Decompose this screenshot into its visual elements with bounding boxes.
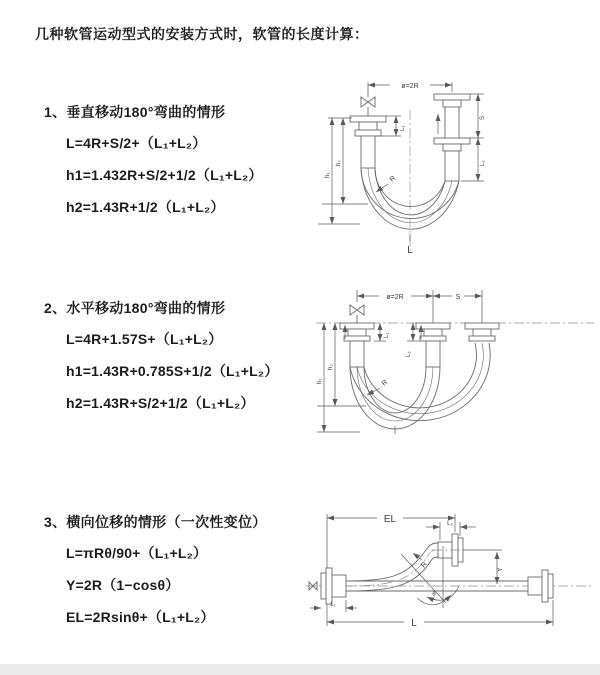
braid-hatch bbox=[361, 136, 375, 168]
dim-label-h1: h₁ bbox=[325, 172, 331, 178]
formula-line: EL=2Rsinθ+（L₁+L₂） bbox=[66, 609, 215, 625]
formula-line: L=πRθ/90+（L₁+L₂） bbox=[66, 545, 208, 561]
angle-label: θ bbox=[432, 592, 436, 598]
dim-label-l1: L₁ bbox=[400, 125, 406, 131]
dim-label-y: Y bbox=[497, 567, 504, 572]
page-title: 几种软管运动型式的安装方式时，软管的长度计算： bbox=[35, 26, 369, 42]
dim-label-s: S bbox=[480, 115, 486, 120]
braid-hatch bbox=[426, 341, 440, 367]
section-3-heading: 3、横向位移的情形（一次性变位） bbox=[44, 514, 267, 530]
dim-label-h1: h₁ bbox=[317, 378, 323, 384]
length-label: L bbox=[407, 245, 413, 256]
valve-icon bbox=[350, 305, 364, 323]
hose-u-bends bbox=[350, 343, 490, 429]
dim-label-s: S bbox=[455, 294, 461, 301]
dim-label-h2: h₂ bbox=[328, 364, 334, 370]
formula-line: L=4R+S/2+（L₁+L₂） bbox=[66, 135, 207, 151]
diagram-lateral-displacement bbox=[300, 502, 600, 652]
section-1 bbox=[44, 103, 324, 217]
right-hose-end-moved bbox=[465, 323, 499, 341]
radius-label: R bbox=[388, 174, 398, 184]
dim-label-l2: L₂ bbox=[406, 351, 412, 357]
left-hose-end bbox=[321, 568, 346, 604]
dim-label-l2: L₂ bbox=[447, 521, 453, 527]
dim-label-l1: L₁ bbox=[384, 332, 390, 338]
dim-label-l1: L₁ bbox=[330, 602, 336, 608]
dim-label-diameter: ø=2R bbox=[401, 83, 419, 90]
dim-label-el: EL bbox=[383, 514, 397, 525]
radius-label: R bbox=[420, 560, 429, 570]
left-hose-end bbox=[350, 116, 386, 168]
formula-line: h2=1.43R+1/2（L₁+L₂） bbox=[66, 199, 225, 215]
formula-line: h1=1.432R+S/2+1/2（L₁+L₂） bbox=[66, 167, 263, 183]
right-hose-end bbox=[434, 94, 470, 181]
formula-line: h2=1.43R+S/2+1/2（L₁+L₂） bbox=[66, 395, 255, 411]
section-2 bbox=[44, 299, 324, 413]
dim-label-l: L bbox=[411, 618, 417, 629]
section-1-heading: 1、垂直移动180°弯曲的情形 bbox=[44, 104, 226, 120]
right-hose-end-original bbox=[528, 570, 553, 602]
section-3 bbox=[44, 513, 324, 627]
formula-line: h1=1.43R+0.785S+1/2（L₁+L₂） bbox=[66, 363, 279, 379]
dim-label-l2: L₂ bbox=[480, 160, 486, 166]
braid-hatch bbox=[445, 151, 459, 181]
section-2-heading: 2、水平移动180°弯曲的情形 bbox=[44, 300, 226, 316]
formula-line: Y=2R（1−cosθ） bbox=[66, 577, 180, 593]
radius-label: R bbox=[380, 378, 390, 388]
diagram-vertical-180-bend bbox=[312, 74, 597, 264]
valve-icon bbox=[361, 90, 375, 116]
diagram-horizontal-180-bend bbox=[310, 282, 600, 467]
braid-hatch bbox=[350, 341, 364, 367]
dim-label-diameter: ø=2R bbox=[386, 294, 404, 301]
formula-line: L=4R+1.57S+（L₁+L₂） bbox=[66, 331, 223, 347]
dim-label-h2: h₂ bbox=[336, 160, 342, 166]
page-bottom-edge bbox=[0, 664, 600, 675]
